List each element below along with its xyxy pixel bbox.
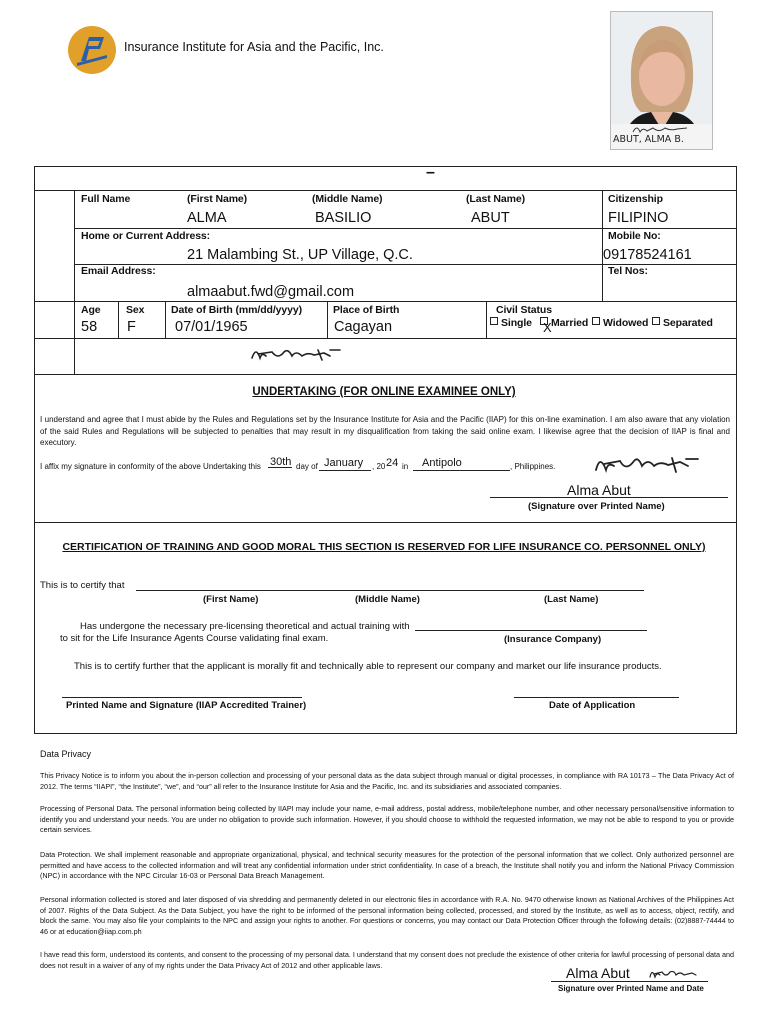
civil-status-label: Civil Status — [496, 304, 552, 316]
data-privacy-title: Data Privacy — [40, 749, 92, 759]
pob-label: Place of Birth — [333, 304, 400, 316]
photo-caption: ABUT, ALMA B. — [613, 134, 684, 145]
dob-field[interactable]: 07/01/1965 — [175, 319, 248, 335]
pob-field[interactable]: Cagayan — [334, 319, 393, 335]
cert-last-name-label: (Last Name) — [544, 594, 599, 605]
sex-field[interactable]: F — [127, 319, 136, 335]
single-label: Single — [501, 317, 532, 329]
widowed-checkbox[interactable] — [592, 317, 600, 325]
age-label: Age — [81, 304, 101, 316]
sex-label: Sex — [126, 304, 145, 316]
undertaking-title: UNDERTAKING (FOR ONLINE EXAMINEE ONLY) — [252, 386, 516, 398]
first-name-field[interactable]: ALMA — [187, 210, 227, 226]
citizenship-field[interactable]: FILIPINO — [608, 210, 669, 226]
photo-signature — [631, 124, 691, 134]
mobile-label: Mobile No: — [608, 230, 661, 242]
affix-month-field[interactable]: January — [324, 457, 364, 469]
applicant-photo — [610, 11, 713, 150]
civil-widowed-option[interactable] — [592, 317, 648, 329]
trainer-label: Printed Name and Signature (IIAP Accredited Trainer) — [66, 700, 307, 711]
undertaking-printed-name[interactable]: Alma Abut — [567, 482, 631, 498]
affix-text-1: I affix my signature in conformity of the above Undertaking this — [40, 462, 261, 471]
undertaking-body: I understand and agree that I must abide by the Rules and Regulations set by the Insurance Institute for Asia and the Pacific (IIAP) for this on-line examination. I am also aware that any violation of the said Rules and Regulations will be subjected to penalties that may result in my disqualification from taking the said online exam. I likewise agree that the decision of IIAP is final and executory. — [40, 415, 730, 447]
last-name-label: (Last Name) — [466, 193, 525, 205]
civil-separated-option[interactable] — [652, 317, 713, 329]
date-application-line[interactable] — [514, 697, 679, 698]
privacy-signature — [648, 966, 698, 980]
privacy-printed-name[interactable]: Alma Abut — [566, 965, 630, 981]
separated-checkbox[interactable] — [652, 317, 660, 325]
undertaking-sig-caption: (Signature over Printed Name) — [528, 501, 665, 512]
undertaking-signature — [592, 452, 702, 476]
dob-label: Date of Birth (mm/dd/yyyy) — [171, 304, 303, 316]
privacy-paragraph-3: Data Protection. We shall implement reasonable and appropriate organizational, physical, and technical security measures for the protection of the personal information that we collect. Only authorized personnel are permitted and have access to the collected information and will treat any confidential information under strict confidentiality. In case of a breach, the Institute shall notify you and inform the National Privacy Commission (NPC) in accordance with the NPC Circular 16-03 or Personal Data Breach Management. — [40, 850, 734, 880]
civil-single-option[interactable] — [490, 317, 532, 329]
training-text-1: Has undergone the necessary pre-licensing theoretical and actual training with — [80, 621, 410, 632]
form-dash: – — [426, 164, 435, 181]
email-field[interactable]: almaabut.fwd@gmail.com — [187, 284, 355, 300]
insurance-company-line[interactable] — [415, 630, 647, 631]
cert-middle-name-label: (Middle Name) — [355, 594, 420, 605]
tel-label: Tel Nos: — [608, 265, 648, 277]
iiap-logo — [67, 25, 117, 75]
address-label: Home or Current Address: — [81, 230, 211, 242]
certify-that-label: This is to certify that — [40, 580, 125, 591]
age-field[interactable]: 58 — [81, 319, 98, 335]
cert-first-name-label: (First Name) — [203, 594, 259, 605]
single-checkbox[interactable] — [490, 317, 498, 325]
org-name: Insurance Institute for Asia and the Pacific, Inc. — [124, 40, 384, 54]
last-name-field[interactable]: ABUT — [471, 210, 510, 226]
privacy-paragraph-2: Processing of Personal Data. The personal information being collected by IIAPI may include your name, e-mail address, postal address, mobile/telephone number, and other necessary personal/sensitive information to identify you and understand your needs. You are under no obligation to provide such information. However, if you should choose to withhold the requested information, we may not be able to respond to you or provide certain services. — [40, 804, 734, 834]
widowed-label: Widowed — [603, 317, 649, 329]
address-field[interactable]: 21 Malambing St., UP Village, Q.C. — [187, 247, 413, 263]
privacy-sig-caption: Signature over Printed Name and Date — [558, 984, 704, 993]
full-name-label: Full Name — [81, 193, 131, 205]
affix-text-2: day of — [296, 462, 318, 471]
privacy-paragraph-5: I have read this form, understood its contents, and consent to the processing of my personal data. I understand that my consent does not preclude the existence of other criteria for lawful processing of personal data and does not result in a waiver of any of my rights under the Data Privacy Act of 2012 and other applicable laws. — [40, 950, 734, 970]
affix-place-field[interactable]: Antipolo — [422, 457, 462, 469]
married-check-mark: X — [543, 320, 552, 335]
certify-name-line[interactable] — [136, 590, 644, 591]
citizenship-label: Citizenship — [608, 193, 663, 205]
middle-name-label: (Middle Name) — [312, 193, 383, 205]
email-label: Email Address: — [81, 265, 156, 277]
mobile-field[interactable]: 09178524161 — [603, 247, 692, 263]
married-label: Married — [551, 317, 589, 329]
certification-title: CERTIFICATION OF TRAINING AND GOOD MORAL THIS SECTION IS RESERVED FOR LIFE INSURANCE CO. PERSONNEL ONLY) — [62, 541, 706, 553]
separated-label: Separated — [663, 317, 713, 329]
middle-name-field[interactable]: BASILIO — [315, 210, 372, 226]
trainer-signature-line[interactable] — [62, 697, 302, 698]
affix-day-field[interactable]: 30th — [270, 456, 292, 468]
applicant-signature — [248, 344, 344, 364]
affix-year-field[interactable]: 24 — [386, 457, 399, 469]
privacy-paragraph-1: This Privacy Notice is to inform you about the in-person collection and processing of your personal data as the data subject through manual or digital processes, in compliance with RA 10173 – The Data Privacy Act of 2012. The terms “IIAPI”, “the Institute”, “we”, and “our” all refer to the Insurance Institute for Asia and the Pacific, Inc. and its subsidiaries and associated companies. — [40, 771, 734, 791]
affix-text-5: , Philippines. — [510, 462, 556, 471]
moral-text: This is to certify further that the applicant is morally fit and technically able to represent our company and market our life insurance products. — [74, 661, 662, 672]
date-application-label: Date of Application — [549, 700, 636, 711]
privacy-paragraph-4: Personal information collected is stored and later disposed of via shredding and permanently deleted in our electronic files in accordance with R.A. No. 9470 otherwise known as National Archives of the Philippines Act of 2007. Rights of the Data Subject. As the Data Subject, you have the right to be informed of the personal information being collected, processed, and stored by the Institute, as well as to access, object, rectify, and block the same. You may also file your complaints to the NPC and assign your rights to another. For questions or concerns, you may contact our Data Protection Officer through the following details: (02)8887-74444 to 46 or at education@iiap.com.ph — [40, 895, 734, 936]
insurance-company-label: (Insurance Company) — [504, 634, 602, 645]
first-name-label: (First Name) — [187, 193, 248, 205]
training-text-2: to sit for the Life Insurance Agents Course validating final exam. — [60, 633, 329, 644]
affix-text-3: , 20 — [372, 462, 386, 471]
affix-text-4: in — [402, 462, 409, 471]
